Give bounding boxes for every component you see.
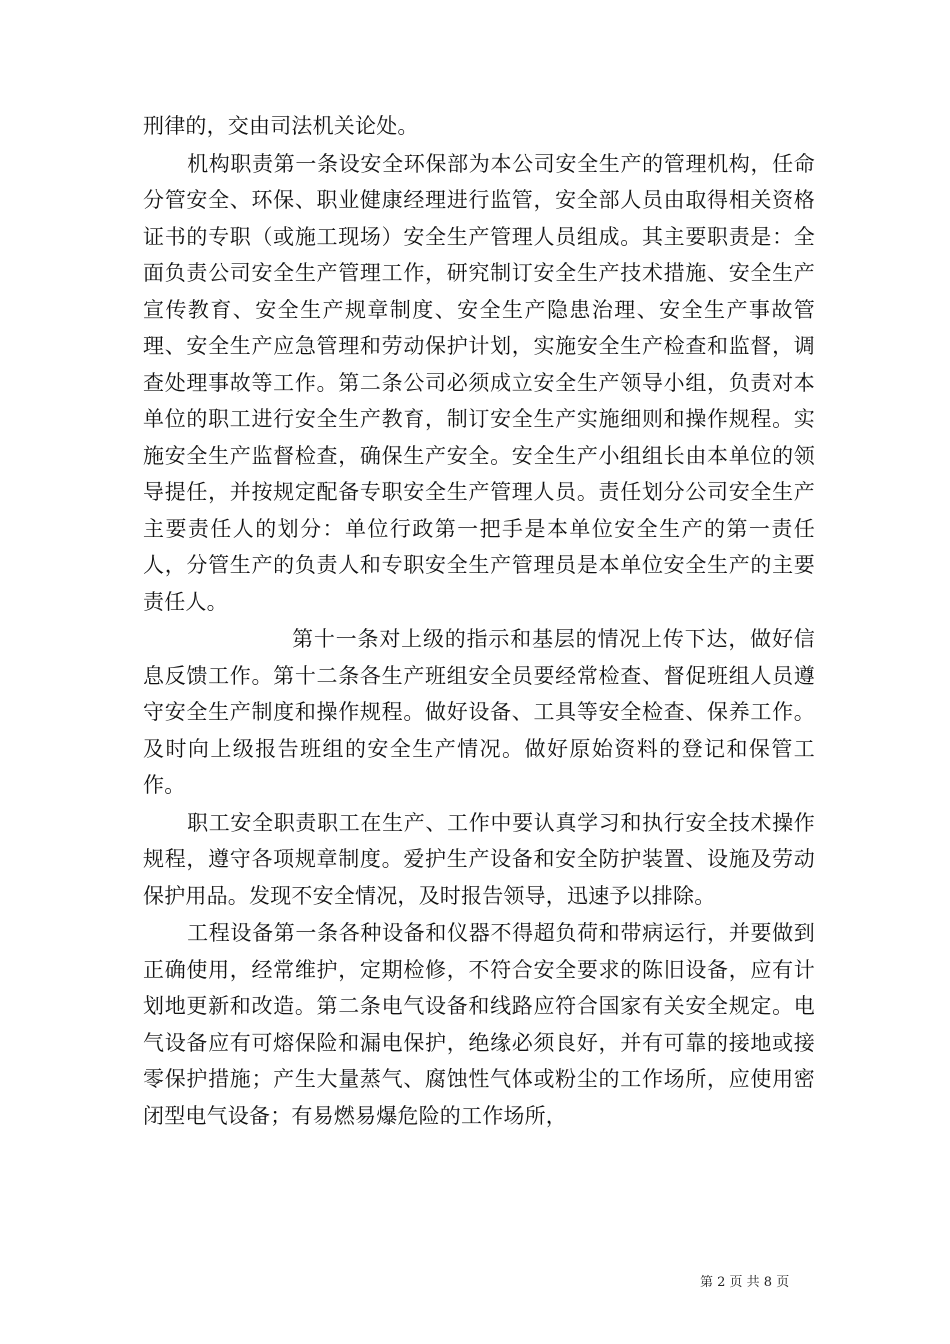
paragraph-5: 工程设备第一条各种设备和仪器不得超负荷和带病运行，并要做到正确使用，经常维护，定期检修，不符合安全要求的陈旧设备，应有计划地更新和改造。第二条电气设备和线路应符合国家有关安全规定。电气设备应有可熔保险和漏电保护，绝缘必须良好，并有可靠的接地或接零保护措施；产生大量蒸气、腐蚀性气体或粉尘的工作场所，应使用密闭型电气设备；有易燃易爆危险的工作场所，: [143, 921, 815, 1128]
document-body: [143, 108, 815, 1134]
page-number: 第 2 页 共 8 页: [700, 1275, 790, 1290]
paragraph-1: 刑律的，交由司法机关论处。: [143, 114, 419, 138]
paragraph-4: 职工安全职责职工在生产、工作中要认真学习和执行安全技术操作规程，遵守各项规章制度。爱护生产设备和安全防护装置、设施及劳动保护用品。发现不安全情况，及时报告领导，迅速予以排除。: [143, 810, 815, 908]
paragraph-2: 机构职责第一条设安全环保部为本公司安全生产的管理机构，任命分管安全、环保、职业健康经理进行监管，安全部人员由取得相关资格证书的专职（或施工现场）安全生产管理人员组成。其主要职责是：全面负责公司安全生产管理工作，研究制订安全生产技术措施、安全生产宣传教育、安全生产规章制度、安全生产隐患治理、安全生产事故管理、安全生产应急管理和劳动保护计划，实施安全生产检查和监督，调查处理事故等工作。第二条公司必须成立安全生产领导小组，负责对本单位的职工进行安全生产教育，制订安全生产实施细则和操作规程。实施安全生产监督检查，确保生产安全。安全生产小组组长由本单位的领导提任，并按规定配备专职安全生产管理人员。责任划分公司安全生产主要责任人的划分：单位行政第一把手是本单位安全生产的第一责任人，分管生产的负责人和专职安全生产管理员是本单位安全生产的主要责任人。: [143, 151, 815, 614]
paragraph-3: 第十一条对上级的指示和基层的情况上传下达，做好信息反馈工作。第十二条各生产班组安全员要经常检查、督促班组人员遵守安全生产制度和操作规程。做好设备、工具等安全检查、保养工作。及时向上级报告班组的安全生产情况。做好原始资料的登记和保管工作。: [143, 627, 815, 797]
